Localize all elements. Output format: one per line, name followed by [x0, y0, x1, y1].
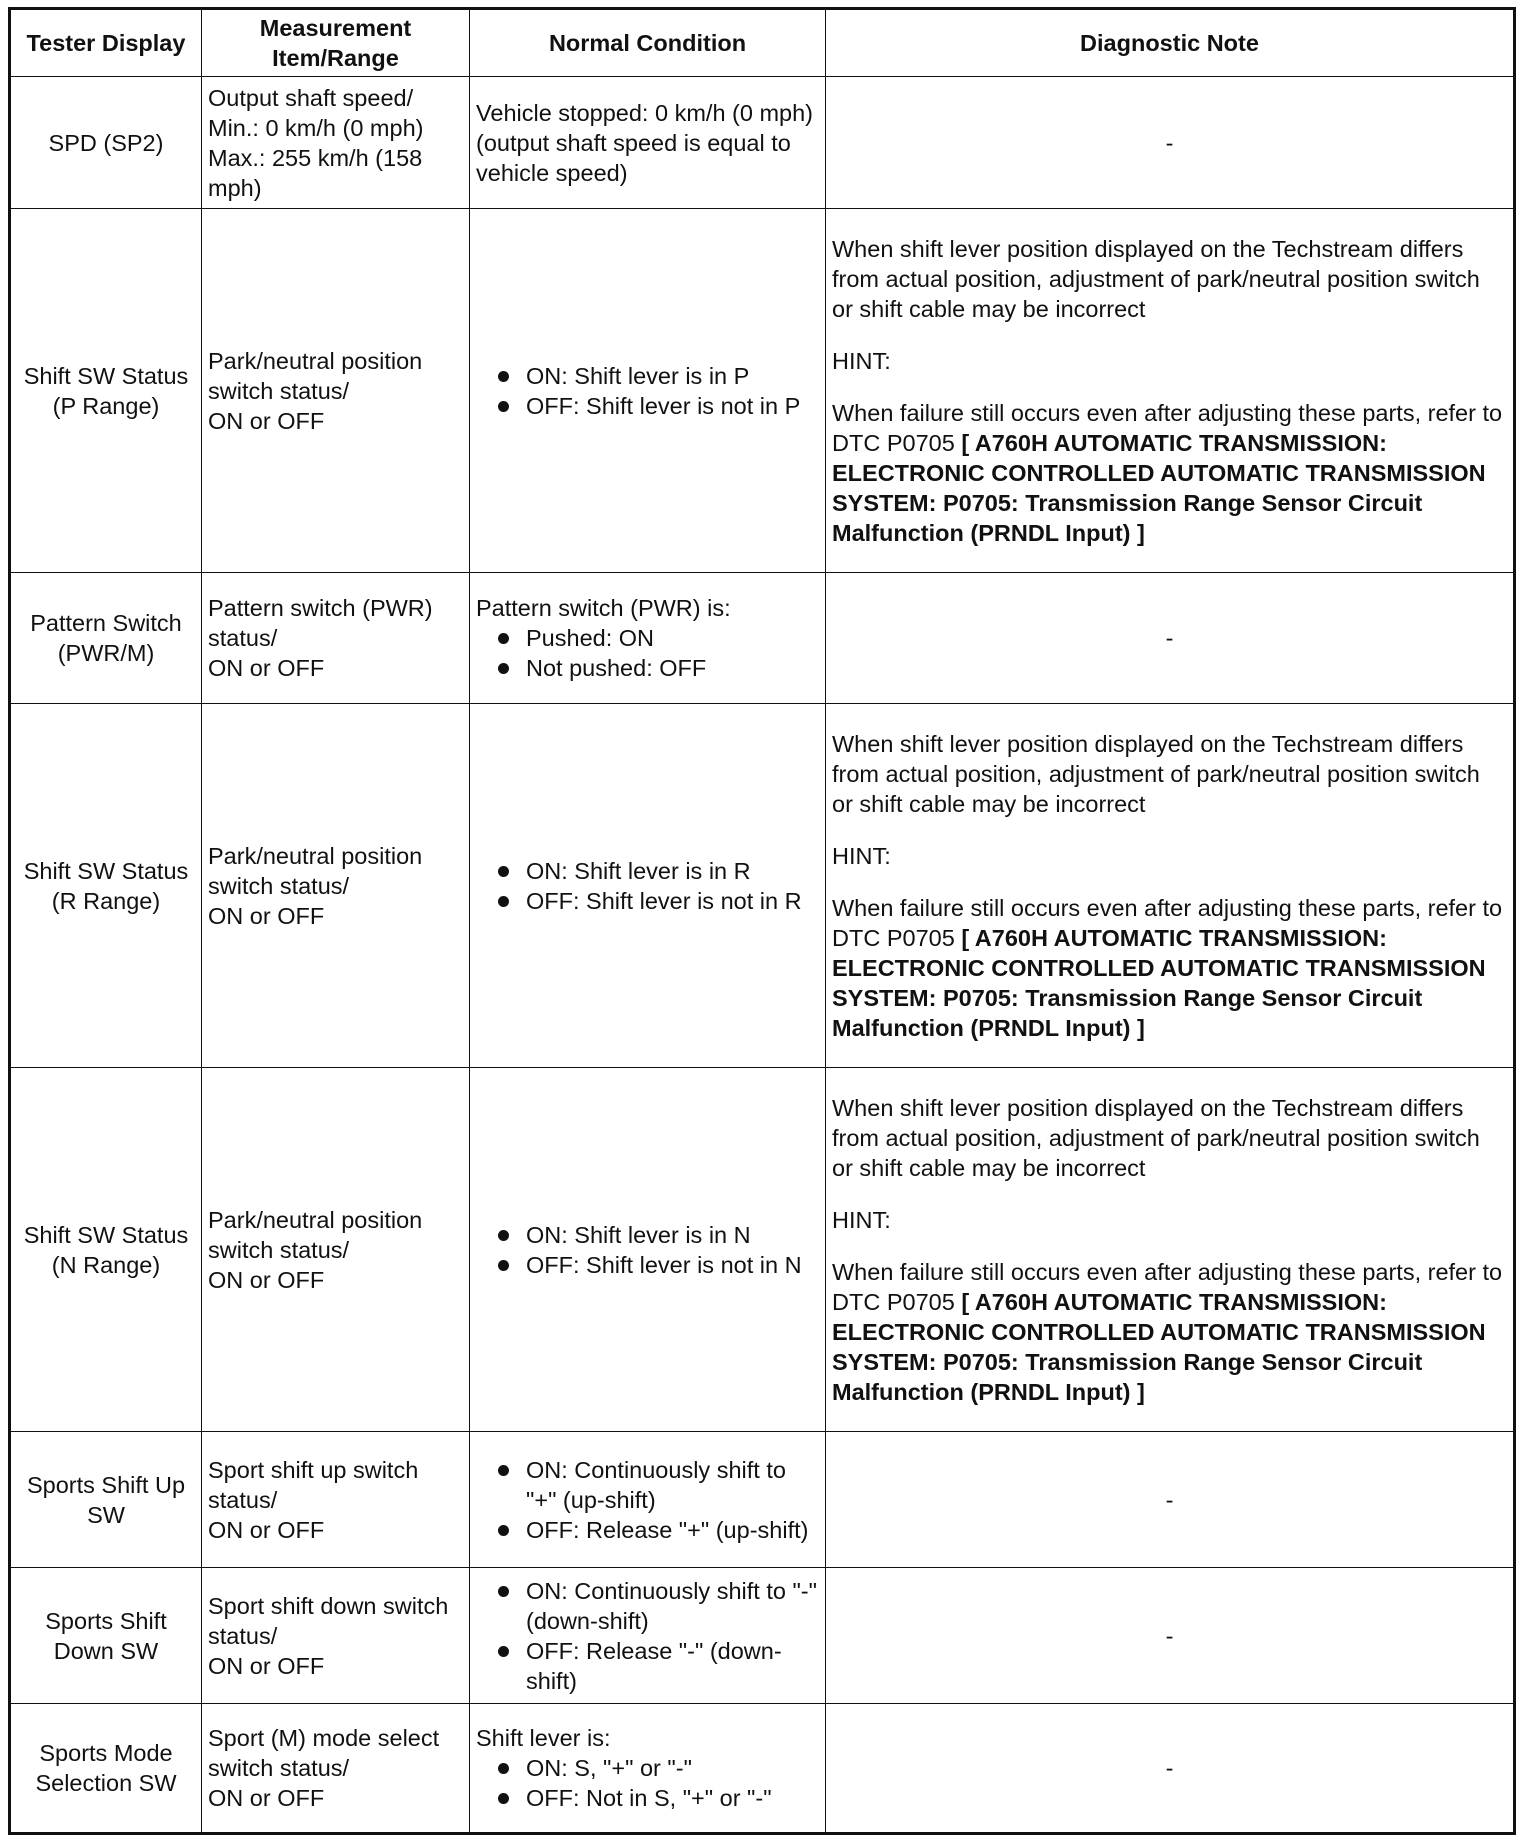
tester-display-text: Sports Mode Selection SW — [35, 1740, 177, 1796]
table-row — [10, 1432, 1515, 1568]
tester-display-text: Shift SW Status (N Range) — [23, 1221, 189, 1278]
measure-line: Park/neutral position switch status/ — [208, 1206, 423, 1263]
table-row — [10, 704, 1515, 1068]
diagnostic-note-cell — [826, 1068, 1515, 1432]
measure-line: Sport (M) mode select switch status/ — [208, 1725, 440, 1781]
diagnostic-note-cell — [826, 573, 1515, 704]
condition-list — [476, 1455, 819, 1545]
condition-item: ON: Shift lever is in P — [476, 361, 819, 391]
tester-display-cell — [10, 1432, 202, 1568]
empty-note-dash: - — [1165, 1755, 1174, 1781]
refer-paragraph — [832, 893, 1507, 1043]
measure-line: ON or OFF — [208, 1516, 325, 1543]
tester-display-cell — [10, 1704, 202, 1834]
hint-label: HINT: — [832, 1206, 891, 1233]
dtc-reference-link[interactable]: [ A760H AUTOMATIC TRANSMISSION: ELECTRONIC CONTROLLED AUTOMATIC TRANSMISSION SYSTEM: P0705: Transmission Range Sensor Circuit Malfunction (PRNDL Input) ] — [832, 429, 1486, 546]
condition-list — [476, 623, 819, 683]
measurement-cell — [202, 77, 470, 209]
measurement-cell — [202, 573, 470, 704]
normal-condition-cell — [470, 1432, 826, 1568]
refer-paragraph — [832, 1257, 1507, 1407]
normal-condition-cell — [470, 1068, 826, 1432]
measure-line: Output shaft speed/ — [208, 84, 414, 111]
data-list-table — [8, 7, 1516, 1835]
measure-line: ON or OFF — [208, 1785, 325, 1811]
measurement-cell — [202, 1568, 470, 1704]
normal-condition-cell — [470, 573, 826, 704]
measure-line: Sport shift up switch status/ — [208, 1456, 419, 1513]
refer-text: When failure still occurs even after adjusting these parts, refer to DTC P0705 — [832, 1258, 1503, 1315]
measure-line: Pattern switch (PWR) status/ — [208, 595, 433, 651]
condition-item: OFF: Shift lever is not in R — [476, 886, 819, 916]
condition-item: OFF: Not in S, "+" or "-" — [476, 1783, 819, 1813]
measurement-cell — [202, 1704, 470, 1834]
diagnostic-note-cell — [826, 704, 1515, 1068]
measure-line: ON or OFF — [208, 1266, 325, 1293]
condition-list — [476, 1753, 819, 1813]
diagnostic-note-cell — [826, 1704, 1515, 1834]
condition-item: OFF: Release "+" (up-shift) — [476, 1515, 819, 1545]
dtc-reference-link[interactable]: [ A760H AUTOMATIC TRANSMISSION: ELECTRONIC CONTROLLED AUTOMATIC TRANSMISSION SYSTEM: P0705: Transmission Range Sensor Circuit Malfunction (PRNDL Input) ] — [832, 1288, 1486, 1405]
table-row — [10, 573, 1515, 704]
header-tester-display: Tester Display — [10, 9, 202, 77]
empty-note-dash: - — [1165, 1622, 1174, 1649]
refer-paragraph — [832, 398, 1507, 548]
measure-line: ON or OFF — [208, 407, 325, 434]
normal-line: (output shaft speed is equal to vehicle speed) — [476, 129, 791, 186]
condition-item: OFF: Shift lever is not in P — [476, 391, 819, 421]
measure-line: ON or OFF — [208, 1652, 325, 1679]
condition-item: OFF: Shift lever is not in N — [476, 1250, 819, 1280]
normal-line: Vehicle stopped: 0 km/h (0 mph) — [476, 99, 814, 126]
condition-list — [476, 1576, 819, 1696]
condition-item: ON: Shift lever is in R — [476, 856, 819, 886]
condition-item: Not pushed: OFF — [476, 653, 819, 683]
header-row — [10, 9, 1515, 77]
tester-display-text: Pattern Switch (PWR/M) — [30, 610, 182, 666]
normal-condition-cell — [470, 77, 826, 209]
note-paragraph: When shift lever position displayed on the Techstream differs from actual position, adjustment of park/neutral position switch or shift cable may be incorrect — [832, 730, 1480, 817]
measure-line: Min.: 0 km/h (0 mph) — [208, 114, 424, 141]
refer-text: When failure still occurs even after adjusting these parts, refer to DTC P0705 — [832, 894, 1503, 951]
tester-display-text: Sports Shift Up SW — [26, 1471, 186, 1528]
diagnostic-note-cell — [826, 1568, 1515, 1704]
diagnostic-note-cell — [826, 77, 1515, 209]
table-row — [10, 1704, 1515, 1834]
normal-condition-cell — [470, 704, 826, 1068]
table-row — [10, 77, 1515, 209]
condition-list — [476, 856, 819, 916]
condition-list — [476, 1220, 819, 1280]
measurement-cell — [202, 1432, 470, 1568]
measure-line: ON or OFF — [208, 902, 325, 929]
measure-line: Max.: 255 km/h (158 mph) — [208, 144, 423, 201]
diagnostic-note-cell — [826, 1432, 1515, 1568]
normal-condition-cell — [470, 209, 826, 573]
dtc-reference-link[interactable]: [ A760H AUTOMATIC TRANSMISSION: ELECTRONIC CONTROLLED AUTOMATIC TRANSMISSION SYSTEM: P0705: Transmission Range Sensor Circuit Malfunction (PRNDL Input) ] — [832, 924, 1486, 1041]
empty-note-dash: - — [1165, 625, 1174, 651]
empty-note-dash: - — [1165, 1486, 1174, 1513]
measurement-cell — [202, 1068, 470, 1432]
tester-display-cell — [10, 209, 202, 573]
condition-intro: Shift lever is: — [476, 1725, 611, 1751]
condition-list — [476, 361, 819, 421]
measure-line: Sport shift down switch status/ — [208, 1592, 449, 1649]
measurement-cell — [202, 209, 470, 573]
empty-note-dash: - — [1165, 129, 1174, 156]
note-paragraph: When shift lever position displayed on the Techstream differs from actual position, adjustment of park/neutral position switch or shift cable may be incorrect — [832, 1094, 1480, 1181]
table-row — [10, 209, 1515, 573]
measure-line: Park/neutral position switch status/ — [208, 347, 423, 404]
diagnostic-note-cell — [826, 209, 1515, 573]
hint-label: HINT: — [832, 347, 891, 374]
tester-display-cell — [10, 1068, 202, 1432]
normal-condition-cell — [470, 1568, 826, 1704]
table-row — [10, 1068, 1515, 1432]
header-normal-condition: Normal Condition — [470, 9, 826, 77]
tester-display-cell — [10, 77, 202, 209]
measure-line: ON or OFF — [208, 655, 325, 681]
condition-item: OFF: Release "-" (down-shift) — [476, 1636, 819, 1696]
refer-text: When failure still occurs even after adjusting these parts, refer to DTC P0705 — [832, 399, 1503, 456]
condition-item: ON: Shift lever is in N — [476, 1220, 819, 1250]
condition-item: ON: Continuously shift to "+" (up-shift) — [476, 1455, 819, 1515]
condition-item: ON: S, "+" or "-" — [476, 1753, 819, 1783]
tester-display-text: Shift SW Status (P Range) — [23, 362, 189, 419]
tester-display-text: Shift SW Status (R Range) — [23, 857, 189, 914]
condition-item: ON: Continuously shift to "-" (down-shift) — [476, 1576, 819, 1636]
condition-item: Pushed: ON — [476, 623, 819, 653]
tester-display-text: SPD (SP2) — [48, 129, 164, 156]
normal-condition-cell — [470, 1704, 826, 1834]
header-measurement-item: Measurement Item/Range — [202, 9, 470, 77]
hint-label: HINT: — [832, 842, 891, 869]
measure-line: Park/neutral position switch status/ — [208, 842, 423, 899]
measurement-cell — [202, 704, 470, 1068]
tester-display-cell — [10, 1568, 202, 1704]
tester-display-cell — [10, 573, 202, 704]
tester-display-cell — [10, 704, 202, 1068]
header-diagnostic-note: Diagnostic Note — [826, 9, 1515, 77]
note-paragraph: When shift lever position displayed on the Techstream differs from actual position, adjustment of park/neutral position switch or shift cable may be incorrect — [832, 235, 1480, 322]
condition-intro: Pattern switch (PWR) is: — [476, 595, 731, 621]
tester-display-text: Sports Shift Down SW — [45, 1607, 167, 1664]
table-row — [10, 1568, 1515, 1704]
